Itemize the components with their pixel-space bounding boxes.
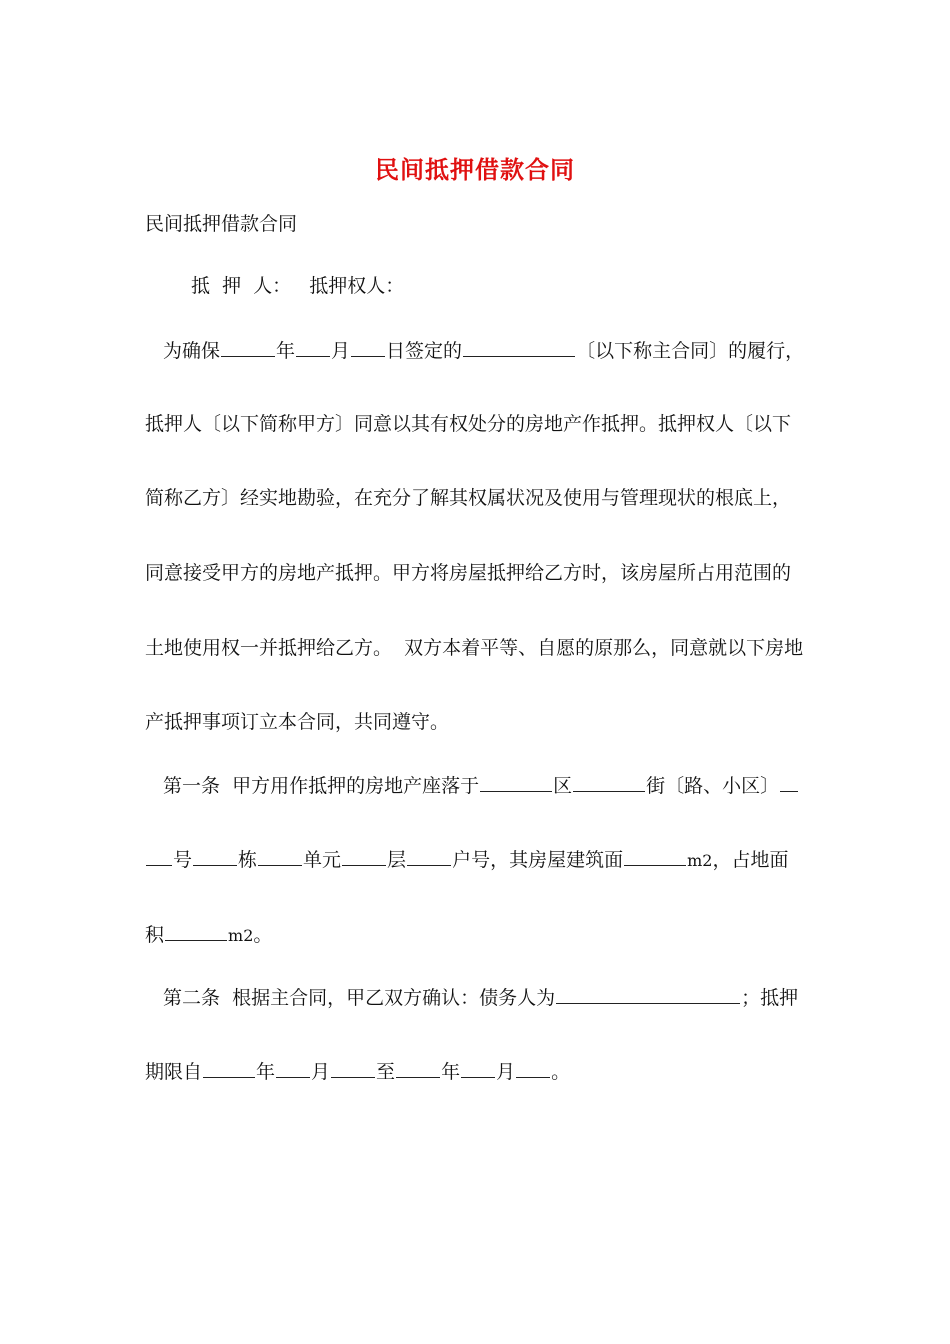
text: 年 <box>276 340 296 362</box>
text: ，占地面 <box>712 849 789 871</box>
article1-line2 <box>145 847 788 873</box>
blank-number-cont <box>146 847 172 866</box>
blank-district <box>480 773 552 792</box>
text: 日签定的 <box>386 340 463 362</box>
blank-unit <box>258 847 302 866</box>
para1-line3: 简称乙方〕经实地勘验，在充分了解其权属状况及使用与管理现状的根底上， <box>145 487 792 509</box>
document-subtitle: 民间抵押借款合同 <box>145 213 298 235</box>
para1-line2: 抵押人〔以下简称甲方〕同意以其有权处分的房地产作抵押。抵押权人〔以下 <box>145 413 792 435</box>
blank-room <box>407 847 451 866</box>
text: 街〔路、小区〕 <box>646 775 780 797</box>
para1-line6: 产抵押事项订立本合同，共同遵守。 <box>145 711 450 733</box>
text: 。 <box>253 924 273 946</box>
blank-end-year <box>396 1059 440 1078</box>
text: 层 <box>387 849 407 871</box>
text: 区 <box>553 775 573 797</box>
text: 第一条 甲方用作抵押的房地产座落于 <box>163 775 480 797</box>
blank-day <box>351 338 385 357</box>
blank-contract <box>463 338 575 357</box>
blank-building <box>193 847 237 866</box>
para1-line5: 土地使用权一并抵押给乙方。 双方本着平等、自愿的原那么，同意就以下房地 <box>145 637 804 659</box>
text: 栋 <box>238 849 258 871</box>
blank-end-month <box>461 1059 495 1078</box>
text: 。 <box>551 1061 571 1083</box>
article1-line3 <box>145 922 272 948</box>
para1-line4: 同意接受甲方的房地产抵押。甲方将房屋抵押给乙方时，该房屋所占用范围的 <box>145 562 792 584</box>
text: 月 <box>331 340 351 362</box>
text: 单元 <box>303 849 342 871</box>
blank-land-area <box>165 922 227 941</box>
text: 〔以下称主合同〕的履行， <box>576 340 805 362</box>
article1-line1 <box>163 773 799 798</box>
blank-month <box>296 338 330 357</box>
blank-building-area <box>624 847 686 866</box>
text: 户号，其房屋建筑面 <box>452 849 624 871</box>
text: ；抵押 <box>741 987 799 1009</box>
text: 为确保 <box>163 340 221 362</box>
text: 积 <box>145 924 165 946</box>
article2-line1 <box>163 985 798 1010</box>
unit-m2: m2 <box>687 851 713 870</box>
text: 年 <box>441 1061 461 1083</box>
blank-start-month <box>276 1059 310 1078</box>
text: 第二条 根据主合同，甲乙双方确认：债务人为 <box>163 987 556 1009</box>
blank-start-day <box>331 1059 375 1078</box>
blank-street <box>573 773 645 792</box>
parties-line: 抵 押 人： 抵押权人： <box>191 275 405 297</box>
text: 月 <box>311 1061 331 1083</box>
blank-start-year <box>203 1059 255 1078</box>
unit-m2: m2 <box>228 926 254 945</box>
blank-end-day <box>516 1059 550 1078</box>
blank-number <box>780 773 798 792</box>
para1-line1 <box>163 338 804 363</box>
text: 号 <box>173 849 193 871</box>
blank-floor <box>342 847 386 866</box>
blank-debtor <box>556 985 740 1004</box>
article2-line2 <box>145 1059 570 1084</box>
document-title: 民间抵押借款合同 <box>375 155 575 184</box>
text: 月 <box>496 1061 516 1083</box>
text: 年 <box>256 1061 276 1083</box>
text: 期限自 <box>145 1061 203 1083</box>
blank-year <box>221 338 275 357</box>
text: 至 <box>376 1061 396 1083</box>
